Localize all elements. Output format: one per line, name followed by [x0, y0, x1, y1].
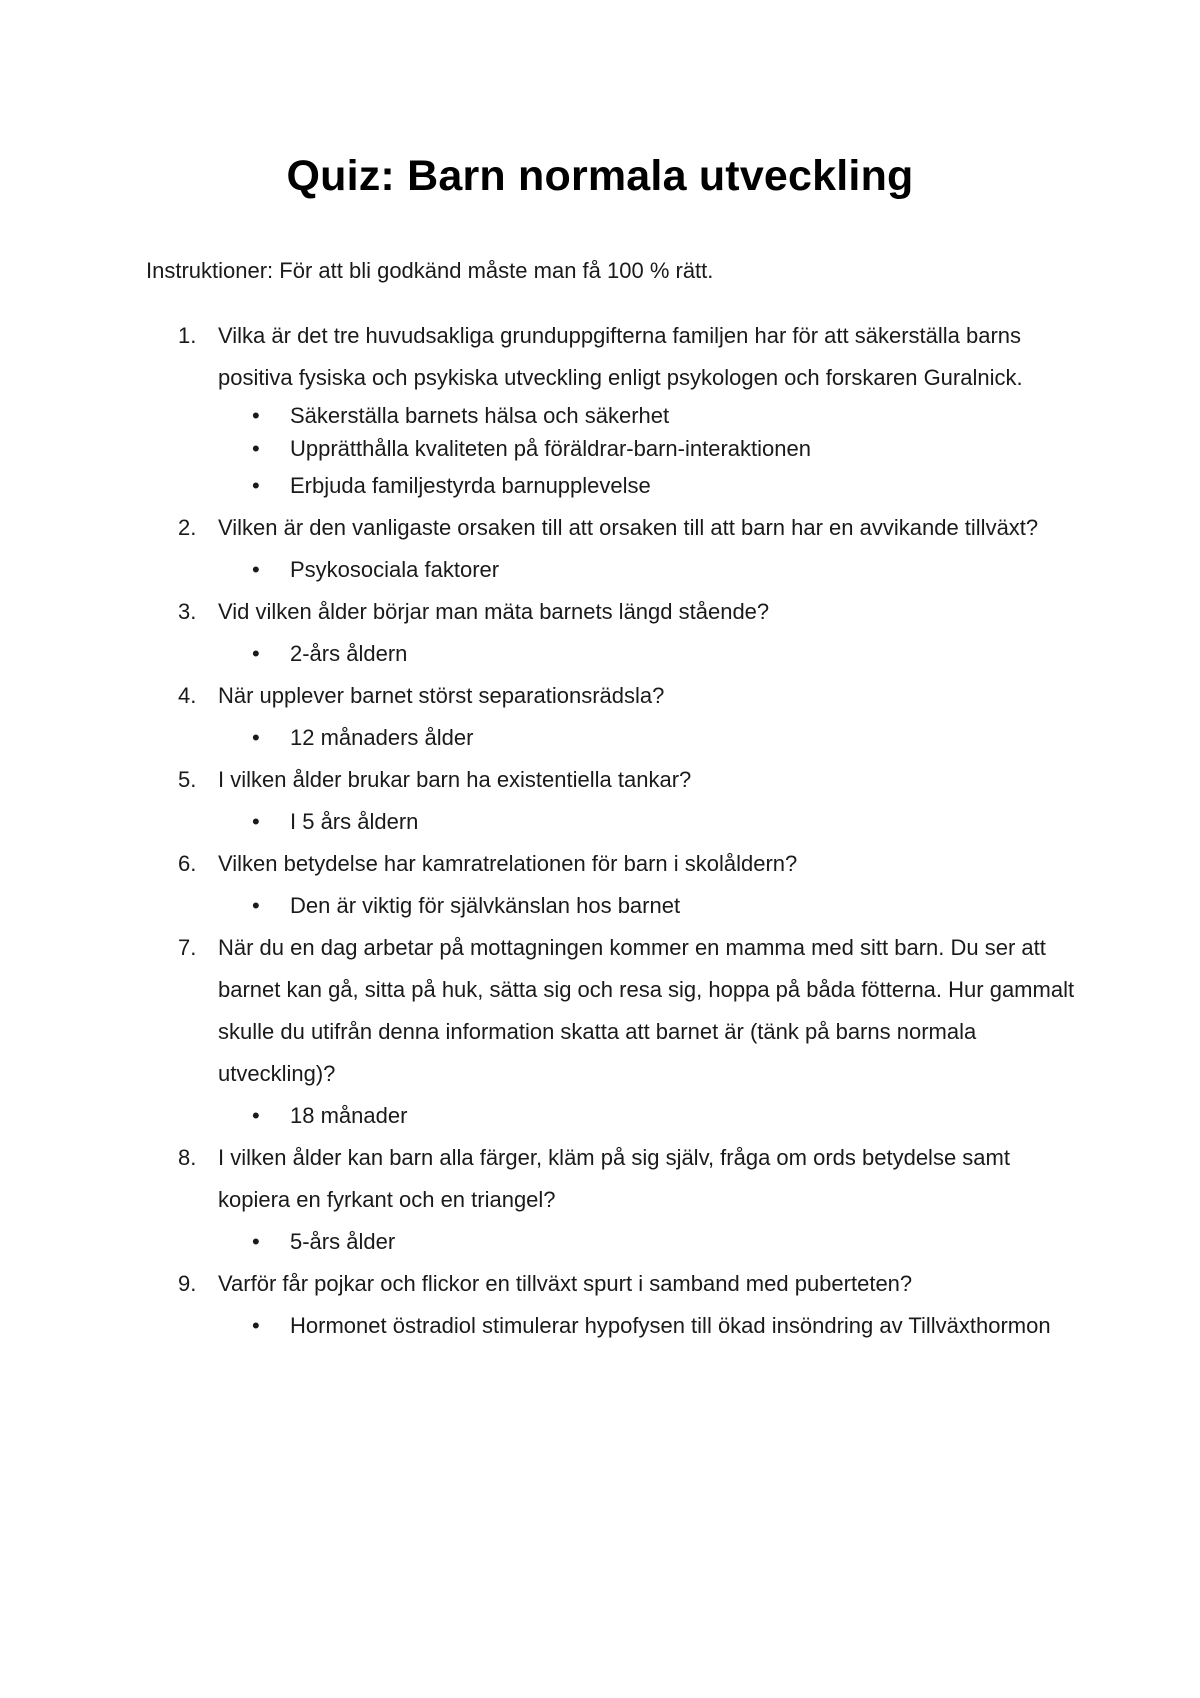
question-number: 7. [178, 935, 197, 960]
question-text: I vilken ålder kan barn alla färger, kläm på sig själv, fråga om ords betydelse samt kopiera en fyrkant och en triangel? [218, 1145, 1010, 1212]
answer-item [252, 432, 1070, 465]
question-number: 2. [178, 515, 197, 540]
question-item [0, 759, 1200, 843]
question-item [0, 843, 1200, 927]
answer-text: Hormonet östradiol stimulerar hypofysen till ökad insöndring av Tillväxthormon [290, 1313, 1051, 1338]
bullet-icon: • [252, 725, 260, 750]
answer-item [252, 549, 1070, 591]
answer-text: Psykosociala faktorer [290, 557, 500, 582]
question-text: Varför får pojkar och flickor en tillväxt spurt i samband med puberteten? [218, 1271, 913, 1296]
answer-text: 18 månader [290, 1103, 408, 1128]
answer-list [0, 1221, 1200, 1263]
bullet-icon: • [252, 809, 260, 834]
bullet-icon: • [252, 1103, 260, 1128]
question-text: När upplever barnet störst separationsrädsla? [218, 683, 665, 708]
answer-list [0, 717, 1200, 759]
question-number: 5. [178, 767, 197, 792]
bullet-icon: • [252, 1229, 260, 1254]
answer-text: Upprätthålla kvaliteten på föräldrar-barn-interaktionen [290, 436, 811, 461]
bullet-icon: • [252, 473, 260, 498]
answer-item [252, 465, 1070, 507]
answer-item [252, 1095, 1070, 1137]
question-item [0, 675, 1200, 759]
question-item [0, 1137, 1200, 1263]
answer-text: Erbjuda familjestyrda barnupplevelse [290, 473, 651, 498]
page-title: Quiz: Barn normala utveckling [286, 152, 914, 200]
question-item [0, 1263, 1200, 1347]
bullet-icon: • [252, 641, 260, 666]
answer-list [0, 801, 1200, 843]
answer-list [0, 885, 1200, 927]
bullet-icon: • [252, 557, 260, 582]
bullet-icon: • [252, 436, 260, 461]
question-number: 4. [178, 683, 197, 708]
question-item [0, 507, 1200, 591]
answer-item [252, 885, 1070, 927]
answer-item [252, 399, 1070, 432]
answer-text: 2-års åldern [290, 641, 408, 666]
question-text: Vilka är det tre huvudsakliga grunduppgifterna familjen har för att säkerställa barns positiva fysiska och psykiska utveckling enligt psykologen och forskaren Guralnick. [218, 323, 1023, 390]
answer-item [252, 717, 1070, 759]
bullet-icon: • [252, 1313, 260, 1338]
question-number: 9. [178, 1271, 197, 1296]
answer-text: Säkerställa barnets hälsa och säkerhet [290, 403, 670, 428]
answer-list [0, 1095, 1200, 1137]
answer-item [252, 1305, 1070, 1347]
question-text: Vilken är den vanligaste orsaken till att orsaken till att barn har en avvikande tillväxt? [218, 515, 1039, 540]
answer-list [0, 633, 1200, 675]
question-number: 8. [178, 1145, 197, 1170]
question-text: Vid vilken ålder börjar man mäta barnets längd stående? [218, 599, 770, 624]
answer-text: I 5 års åldern [290, 809, 419, 834]
answer-text: 12 månaders ålder [290, 725, 474, 750]
answer-list [0, 1305, 1200, 1347]
question-text: Vilken betydelse har kamratrelationen för barn i skolåldern? [218, 851, 798, 876]
answer-item [252, 801, 1070, 843]
question-text: När du en dag arbetar på mottagningen kommer en mamma med sitt barn. Du ser att barnet kan gå, sitta på huk, sätta sig och resa sig, hoppa på båda fötterna. Hur gammalt skulle du utifrån denna information skatta att barnet är (tänk på barns normala utveckling)? [218, 935, 1075, 1086]
question-item [0, 591, 1200, 675]
question-text: I vilken ålder brukar barn ha existentiella tankar? [218, 767, 692, 792]
answer-list [0, 549, 1200, 591]
question-number: 6. [178, 851, 197, 876]
answer-item [252, 1221, 1070, 1263]
question-list [0, 315, 1200, 1347]
answer-text: 5-års ålder [290, 1229, 396, 1254]
question-number: 1. [178, 323, 197, 348]
question-item [0, 315, 1200, 507]
instructions-text: Instruktioner: För att bli godkänd måste man få 100 % rätt. [146, 258, 714, 283]
question-number: 3. [178, 599, 197, 624]
question-item [0, 927, 1200, 1137]
answer-text: Den är viktig för självkänslan hos barnet [290, 893, 681, 918]
bullet-icon: • [252, 403, 260, 428]
answer-list [0, 399, 1200, 507]
bullet-icon: • [252, 893, 260, 918]
answer-item [252, 633, 1070, 675]
